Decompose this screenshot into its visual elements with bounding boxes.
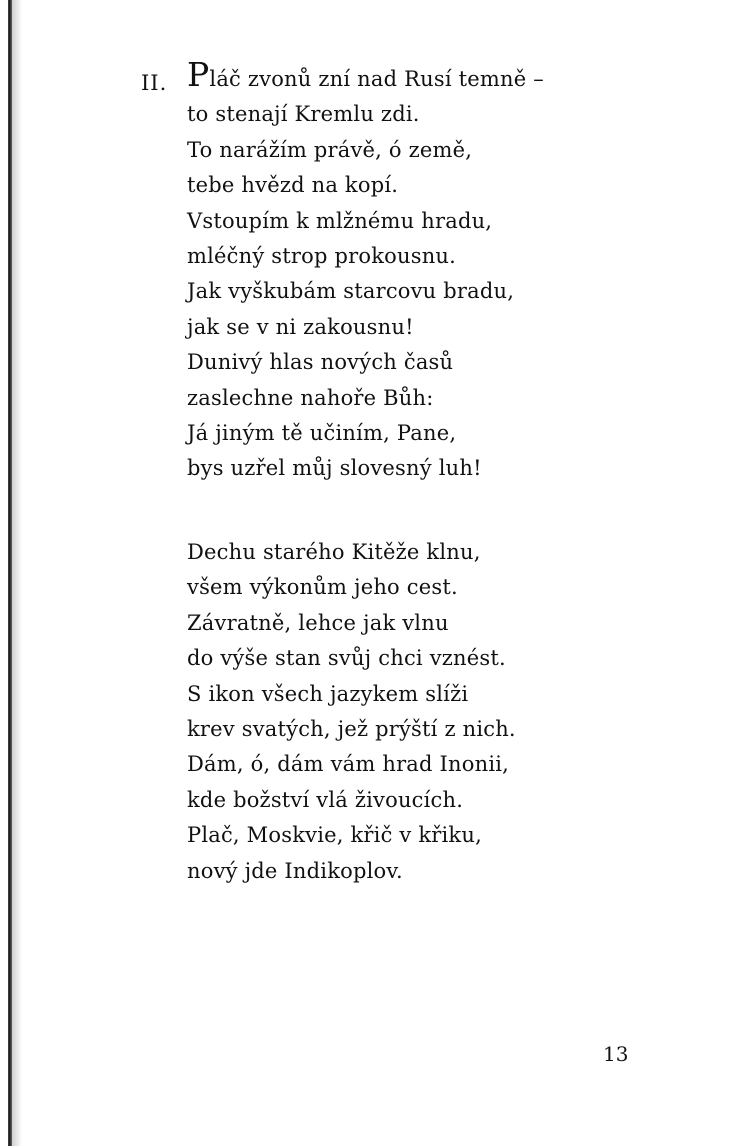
poem-line-1 [187,55,544,97]
binding-shadow [12,0,22,1146]
poem-line: tebe hvězd na kopí. [187,173,399,198]
poem-line: krev svatých, jež prýští z nich. [187,717,516,742]
poem-line: Závratně, lehce jak vlnu [187,610,449,635]
poem-line-1-text: láč zvonů zní nad Rusí temně – [209,67,544,91]
poem-line: Vstoupím k mlžnému hradu, [187,208,493,233]
poem-line: Dám, ó, dám vám hrad Inonii, [187,752,510,777]
poem-line: S ikon všech jazykem slíži [187,681,469,706]
poem-line: Dechu starého Kitěže klnu, [187,540,481,564]
poem-line: mléčný strop prokousnu. [187,244,457,269]
poem-line: bys uzřel můj slovesný luh! [187,456,482,481]
poem-line: jak se v ni zakousnu! [187,314,414,339]
poem-line: Já jiným tě učiním, Pane, [187,421,457,446]
poem-line: To narážím právě, ó země, [187,137,473,162]
poem-line: kde božství vlá živoucích. [187,787,464,812]
poem-line: Plač, Moskvie, křič v křiku, [187,823,482,848]
poem-line: Dunivý hlas nových časů [187,350,454,375]
page-number: 13 [603,1042,629,1066]
poem-line: Jak vyškubám starcovu bradu, [187,279,515,304]
section-number: II. [141,71,168,95]
drop-initial: P [187,55,210,94]
stanza-2 [187,535,516,889]
poem-line: do výše stan svůj chci vznést. [187,646,506,671]
poem-line: to stenají Kremlu zdi. [187,102,420,127]
poem-line: všem výkonům jeho cest. [187,575,458,600]
poem-line: nový jde Indikoplov. [187,858,403,883]
poem-line: zaslechne nahoře Bůh: [187,385,434,410]
stanza-1 [187,55,544,487]
